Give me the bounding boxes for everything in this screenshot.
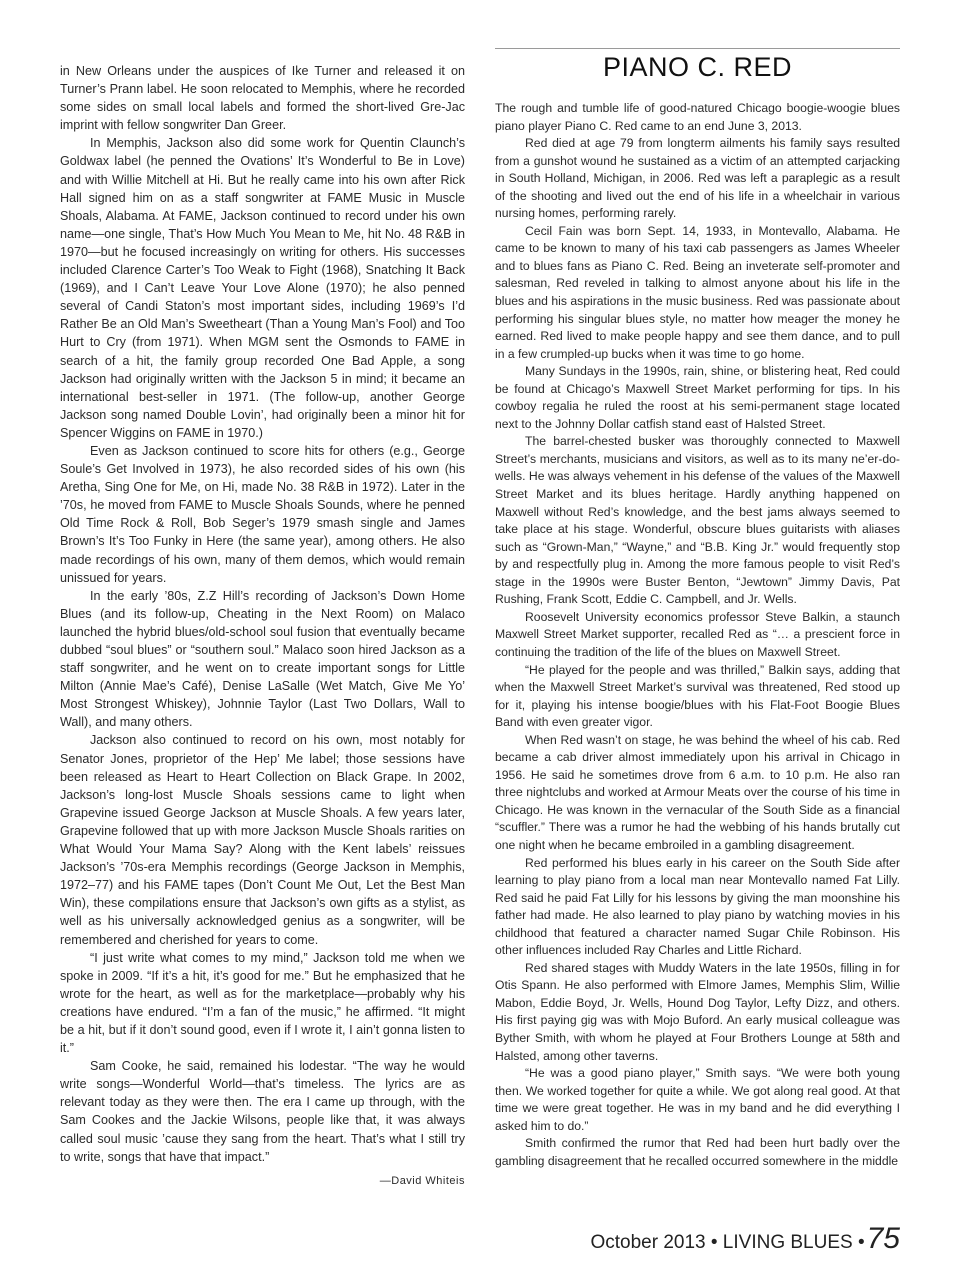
- right-paragraph: Red died at age 79 from longterm ailments his family says resulted from a gunshot wound he sustained as a victim of an attempted carjacking in South Holland, Michigan, in 2006. Red was left a paraplegic as a result of the shooting and lived out the end of his life in a wheelchair in various nursing homes, performing rarely.: [495, 136, 900, 221]
- right-paragraph: The rough and tumble life of good-natured Chicago boogie-woogie blues piano player Piano C. Red came to an end June 3, 2013.: [495, 101, 900, 133]
- right-paragraph: Many Sundays in the 1990s, rain, shine, or blistering heat, Red could be found at Chicago’s Maxwell Street Market performing for tips. In his cowboy regalia he ruled the roost at his semi-permanent stage located next to the Johnny Dollar catfish stand east of Halsted Street.: [495, 364, 900, 431]
- left-paragraph: in New Orleans under the auspices of Ike Turner and released it on Turner’s Prann label. He soon relocated to Memphis, where he recorded some sides on small local labels and formed the short-lived Gre-Jac imprint with fellow songwriter Dan Greer.: [60, 64, 465, 133]
- page-footer: [590, 1222, 900, 1256]
- left-article-column: [60, 62, 465, 1190]
- title-rule: [495, 48, 900, 49]
- right-paragraph: Cecil Fain was born Sept. 14, 1933, in Montevallo, Alabama. He came to be known to many of his taxi cab passengers as James Wheeler and to blues fans as Piano C. Red. Being an inveterate self-promoter and salesman, Red reveled in talking to almost anyone about his life in the blues and his aspirations in the music business. Red was passionate about performing his singular blues style, no matter how meager the money he earned. Red lived to make people happy and see them dance, and to pull in a few crumpled-up bucks when it was time to go home.: [495, 223, 900, 361]
- right-paragraph: Smith confirmed the rumor that Red had been hurt badly over the gambling disagreement that he recalled occurred somewhere in the middle: [495, 1136, 900, 1168]
- right-paragraph: When Red wasn’t on stage, he was behind the wheel of his cab. Red became a cab driver almost immediately upon his arrival in Chicago in 1956. He said he sometimes drove from 6 a.m. to 10 p.m. He also ran three nightclubs and worked at Armour Meats over the course of his time in Chicago. He was known in the vernacular of the South Side as a financial “scuffler.” There was a rumor he had the webbing of his hands brutally cut one night when he became embroiled in a gambling disagreement.: [495, 732, 900, 852]
- page-number: 75: [866, 1222, 900, 1255]
- right-article-column: [495, 100, 900, 1170]
- right-paragraph: “He was a good piano player,” Smith says. “We were both young then. We worked together for quite a while. We got along real good. At that time we were great together. He was in my band and he did everything I asked him to do.”: [495, 1066, 900, 1133]
- right-paragraph: Red shared stages with Muddy Waters in the late 1950s, filling in for Otis Spann. He also performed with Elmore James, Memphis Slim, Willie Mabon, Eddie Boyd, Jr. Wells, Hound Dog Taylor, Lefty Dizz, and others. His first paying gig was with Mojo Buford. An early musical colleague was Byther Smith, with whom he played at Four Brothers Lounge at 58th and Halsted, among other taverns.: [495, 960, 900, 1063]
- right-paragraph: Red performed his blues early in his career on the South Side after learning to play piano from a local man near Montevallo named Fat Lilly. Red said he paid Fat Lilly for his lessons by giving the man moonshine his father had made. He also learned to play piano by watching movies in his childhood that featured a character named Sugar Chile Robinson. His other influences included Ray Charles and Little Richard.: [495, 855, 900, 958]
- right-paragraph: The barrel-chested busker was thoroughly connected to Maxwell Street’s merchants, musicians and visitors, as well as to its many ne’er-do-wells. He was always vehement in his defense of the values of the Maxwell Street Market and its blues heritage. Hardly anything happened on Maxwell without Red’s knowledge, and the best jams always seemed to take place at his stage. Wonderful, obscure blues guitarists with aliases such as “Grown-Man,” “Wayne,” and “B.B. King Jr.” would frequently stop by and respectfully plug in. Among the more famous people to visit Red’s stage in the 1990s were Buster Benton, “Jewtown” Jimmy Davis, Pat Rushing, Frank Scott, Eddie C. Campbell, and Jr. Wells.: [495, 434, 900, 607]
- footer-issue: October 2013 • LIVING BLUES •: [590, 1232, 865, 1253]
- right-paragraph: Roosevelt University economics professor Steve Balkin, a staunch Maxwell Street Market supporter, recalled Red as “… a prescient force in continuing the tradition of the life of the blues on Maxwell Street.: [495, 609, 900, 659]
- left-paragraph: Sam Cooke, he said, remained his lodestar. “The way he would write songs—Wonderful World—that’s timeless. The lyrics are as relevant today as they were then. The era I came up through, with the Sam Cookes and the Jackie Wilsons, people like that, it was always called soul music ’cause they sang from the heart. That’s what I still try to write, songs that have that impact.”: [60, 1059, 465, 1164]
- left-paragraph: Jackson also continued to record on his own, most notably for Senator Jones, proprietor of the Hep’ Me label; those sessions have been released as Heart to Heart Collection on Black Grape. In 2002, Jackson’s long-lost Muscle Shoals sessions came to light when Grapevine issued George Jackson at Muscle Shoals. A few years later, Grapevine followed that up with more Jackson Muscle Shoals rarities on What Would Your Mama Say? Along with the Kent labels’ reissues Jackson’s ’70s-era Memphis recordings (George Jackson in Memphis, 1972–77) and his FAME tapes (Don’t Count Me Out, Let the Best Man Win), these compilations ensure that Jackson’s own gifts as a stylist, as well as his universally acknowledged genius as a songwriter, will be remembered and cherished for years to come.: [60, 733, 465, 947]
- article-title: PIANO C. RED: [602, 52, 793, 82]
- left-paragraph: “I just write what comes to my mind,” Jackson told me when we spoke in 2009. “If it’s a hit, it’s good for me.” But he emphasized that he wrote for the heart, as well as for the marketplace—probably why his creations have endured. “I’m a fan of the music,” he affirmed. “It might be a hit, but if it don’t sound good, even if I wrote it, I ain’t gonna listen to it.”: [60, 950, 465, 1056]
- left-paragraph: In the early ’80s, Z.Z Hill’s recording of Jackson’s Down Home Blues (and its follow-up, Cheating in the Next Room) on Malaco launched the hybrid blues/old-school soul fusion that eventually became dubbed “soul blues” or “southern soul.” Malaco soon hired Jackson as a staff songwriter, and he went on to create important songs for Little Milton (Annie Mae’s Café), Denise LaSalle (Wet Match, Give Me Yo’ Most Strongest Whiskey), Johnnie Taylor (Last Two Dollars, Wall to Wall), and many others.: [60, 588, 465, 730]
- left-paragraph: Even as Jackson continued to score hits for others (e.g., George Soule’s Get Involved in 1973), he also recorded sides of his own (his Aretha, Sing One for Me, on Hi, made No. 38 R&B in 1972). Later in the ’70s, he moved from FAME to Muscle Shoals Sounds, where he penned Old Time Rock & Roll, Bob Seger’s 1979 smash single and James Brown’s It’s Too Funky in Here (the same year), among others. He also made recordings of his own, many of them demos, which would remain unissued for years.: [60, 443, 465, 585]
- byline: —David Whiteis: [379, 1174, 465, 1187]
- left-paragraph: In Memphis, Jackson also did some work for Quentin Claunch’s Goldwax label (he penned the Ovations’ It’s Wonderful to Be in Love) and with Willie Mitchell at Hi. But he really came into his own after Rick Hall signed him on as a staff songwriter at FAME Music in Muscle Shoals, Alabama. At FAME, Jackson continued to record under his own name—one single, That’s How Much You Mean to Me, hit No. 48 R&B in 1970—but he focused increasingly on writing for others. His successes included Clarence Carter’s Too Weak to Fight (1968), Snatching It Back (1969), and I Can’t Leave Your Love Alone (1970); he also penned several of Candi Staton’s most important sides, including 1969’s I’d Rather Be an Old Man’s Sweetheart (Than a Young Man’s Fool) and Too Hurt to Cry (from 1971). When MGM sent the Osmonds to FAME in search of a hit, the family group recorded One Bad Apple, a song Jackson had originally written with the Jackson 5 in mind; it became an international best-seller in 1971. (The follow-up, another George Jackson song named Double Lovin’, had originally been a minor hit for Spencer Wiggins on FAME in 1970.): [60, 136, 465, 440]
- right-paragraph: “He played for the people and was thrilled,” Balkin says, adding that when the Maxwell Street Market’s survival was threatened, Red stood up for it, playing his intense boogie/blues with his Flat-Foot Boogie Blues Band with even greater vigor.: [495, 662, 900, 730]
